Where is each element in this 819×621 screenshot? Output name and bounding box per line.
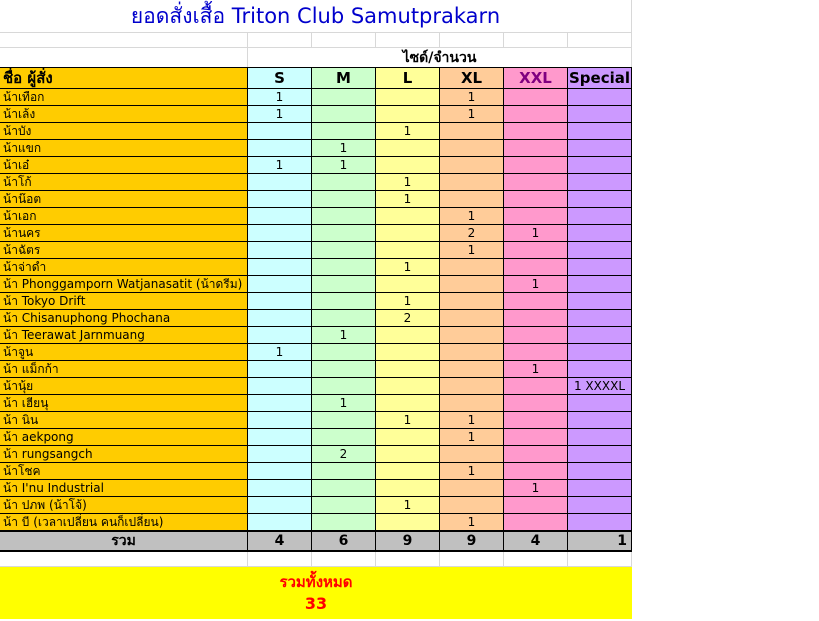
total-xxl[interactable]: 4: [504, 532, 568, 550]
qty-xl[interactable]: [440, 293, 504, 309]
empty-cell[interactable]: [504, 552, 568, 567]
table-row: [0, 259, 632, 276]
qty-l[interactable]: 1: [376, 123, 440, 139]
qty-l[interactable]: [376, 89, 440, 105]
qty-l[interactable]: [376, 361, 440, 377]
total-xl[interactable]: 9: [440, 532, 504, 550]
empty-cell[interactable]: [376, 552, 440, 567]
qty-m[interactable]: [312, 123, 376, 139]
customer-name[interactable]: น้าน๊อต: [0, 191, 248, 207]
qty-l[interactable]: [376, 225, 440, 241]
qty-special[interactable]: [568, 463, 632, 479]
qty-xl[interactable]: [440, 446, 504, 462]
qty-s[interactable]: [248, 208, 312, 224]
grand-total-label: รวมทั้งหมด: [279, 573, 353, 591]
qty-l[interactable]: [376, 463, 440, 479]
qty-l[interactable]: 1: [376, 412, 440, 428]
customer-name[interactable]: น้า Chisanuphong Phochana: [0, 310, 248, 326]
table-row: [0, 89, 632, 106]
empty-cell[interactable]: [440, 552, 504, 567]
qty-s[interactable]: 1: [248, 106, 312, 122]
qty-special[interactable]: [568, 157, 632, 173]
qty-special[interactable]: [568, 344, 632, 360]
qty-xxl[interactable]: [504, 191, 568, 207]
table-row: [0, 497, 632, 514]
customer-name[interactable]: น้าจ่าดำ: [0, 259, 248, 275]
qty-special[interactable]: [568, 208, 632, 224]
customer-name[interactable]: น้า rungsangch: [0, 446, 248, 462]
customer-name[interactable]: น้าเล้ง: [0, 106, 248, 122]
qty-l[interactable]: [376, 429, 440, 445]
qty-s[interactable]: [248, 140, 312, 156]
total-l[interactable]: 9: [376, 532, 440, 550]
qty-xxl[interactable]: [504, 123, 568, 139]
qty-m[interactable]: [312, 106, 376, 122]
empty-cell[interactable]: [440, 33, 504, 48]
qty-l[interactable]: 1: [376, 259, 440, 275]
qty-l[interactable]: [376, 395, 440, 411]
qty-xxl[interactable]: [504, 293, 568, 309]
qty-m[interactable]: [312, 174, 376, 190]
table-row: [0, 310, 632, 327]
qty-special[interactable]: [568, 123, 632, 139]
qty-s[interactable]: [248, 174, 312, 190]
qty-xxl[interactable]: [504, 327, 568, 343]
grand-total-value: 33: [304, 594, 328, 613]
table-row: [0, 446, 632, 463]
qty-s[interactable]: [248, 446, 312, 462]
qty-xl[interactable]: [440, 344, 504, 360]
qty-special[interactable]: [568, 276, 632, 292]
size-group-label[interactable]: ไซด์/จำนวน: [248, 48, 632, 67]
qty-l[interactable]: 2: [376, 310, 440, 326]
qty-special[interactable]: [568, 89, 632, 105]
qty-s[interactable]: [248, 429, 312, 445]
table-row: [0, 191, 632, 208]
qty-special[interactable]: [568, 225, 632, 241]
customer-name[interactable]: น้า Teerawat Jarnmuang: [0, 327, 248, 343]
qty-s[interactable]: 1: [248, 89, 312, 105]
qty-s[interactable]: [248, 259, 312, 275]
empty-cell[interactable]: [0, 552, 248, 567]
customer-name[interactable]: น้า แม็กก้า: [0, 361, 248, 377]
table-row: [0, 412, 632, 429]
qty-l[interactable]: [376, 157, 440, 173]
customer-name[interactable]: น้า Tokyo Drift: [0, 293, 248, 309]
header-size-xxl[interactable]: XXL: [504, 68, 568, 88]
qty-xl[interactable]: [440, 140, 504, 156]
qty-xxl[interactable]: [504, 344, 568, 360]
blank-row: [0, 552, 632, 567]
qty-xxl[interactable]: [504, 106, 568, 122]
qty-s[interactable]: [248, 378, 312, 394]
qty-s[interactable]: [248, 480, 312, 496]
customer-name[interactable]: น้าเอก: [0, 208, 248, 224]
qty-xxl[interactable]: [504, 429, 568, 445]
qty-xl[interactable]: [440, 259, 504, 275]
total-s[interactable]: 4: [248, 532, 312, 550]
qty-xl[interactable]: 1: [440, 429, 504, 445]
header-size-s[interactable]: S: [248, 68, 312, 88]
customer-name[interactable]: น้าแขก: [0, 140, 248, 156]
table-row: [0, 327, 632, 344]
customer-name[interactable]: น้า บี (เวลาเปลี่ยน คนก็เปลี่ยน): [0, 514, 248, 530]
qty-l[interactable]: [376, 242, 440, 258]
qty-special[interactable]: [568, 259, 632, 275]
qty-xxl[interactable]: [504, 157, 568, 173]
customer-name[interactable]: น้าจูน: [0, 344, 248, 360]
qty-xxl[interactable]: [504, 395, 568, 411]
qty-special[interactable]: [568, 480, 632, 496]
customer-name[interactable]: น้า เฮียนุ: [0, 395, 248, 411]
qty-m[interactable]: 1: [312, 140, 376, 156]
qty-xxl[interactable]: [504, 174, 568, 190]
qty-m[interactable]: 1: [312, 157, 376, 173]
empty-cell[interactable]: [248, 552, 312, 567]
qty-special[interactable]: [568, 310, 632, 326]
qty-s[interactable]: [248, 395, 312, 411]
qty-xl[interactable]: [440, 395, 504, 411]
qty-m[interactable]: [312, 191, 376, 207]
customer-name[interactable]: น้าฉัตร: [0, 242, 248, 258]
total-special[interactable]: 1: [568, 532, 632, 550]
qty-m[interactable]: [312, 361, 376, 377]
qty-special[interactable]: [568, 429, 632, 445]
customer-name[interactable]: น้าเอ๋: [0, 157, 248, 173]
qty-s[interactable]: [248, 293, 312, 309]
qty-s[interactable]: [248, 497, 312, 513]
qty-m[interactable]: [312, 463, 376, 479]
qty-s[interactable]: [248, 327, 312, 343]
qty-m[interactable]: [312, 293, 376, 309]
qty-l[interactable]: 1: [376, 174, 440, 190]
qty-special[interactable]: 1 XXXXL: [568, 378, 632, 394]
qty-s[interactable]: [248, 463, 312, 479]
customer-name[interactable]: น้าโก้: [0, 174, 248, 190]
qty-m[interactable]: [312, 242, 376, 258]
qty-special[interactable]: [568, 106, 632, 122]
qty-m[interactable]: [312, 378, 376, 394]
qty-s[interactable]: [248, 225, 312, 241]
qty-xxl[interactable]: [504, 497, 568, 513]
empty-cell[interactable]: [568, 552, 632, 567]
table-row: [0, 480, 632, 497]
qty-xl[interactable]: [440, 327, 504, 343]
qty-xl[interactable]: [440, 157, 504, 173]
qty-special[interactable]: [568, 293, 632, 309]
qty-xl[interactable]: 1: [440, 106, 504, 122]
customer-name[interactable]: น้า aekpong: [0, 429, 248, 445]
customer-name[interactable]: น้า นิน: [0, 412, 248, 428]
table-row: [0, 157, 632, 174]
table-row: [0, 514, 632, 531]
qty-xxl[interactable]: [504, 208, 568, 224]
qty-l[interactable]: [376, 327, 440, 343]
customer-name[interactable]: น้านคร: [0, 225, 248, 241]
qty-xl[interactable]: [440, 497, 504, 513]
qty-l[interactable]: [376, 480, 440, 496]
qty-xl[interactable]: [440, 310, 504, 326]
qty-s[interactable]: [248, 310, 312, 326]
title-row: [0, 0, 632, 33]
customer-name[interactable]: น้าเทือก: [0, 89, 248, 105]
qty-s[interactable]: 1: [248, 344, 312, 360]
table-row: [0, 242, 632, 259]
qty-xl[interactable]: [440, 276, 504, 292]
table-row: [0, 276, 632, 293]
empty-cell[interactable]: [568, 33, 632, 48]
table-row: [0, 429, 632, 446]
table-row: [0, 344, 632, 361]
empty-cell[interactable]: [312, 552, 376, 567]
qty-xxl[interactable]: [504, 514, 568, 530]
qty-xxl[interactable]: [504, 242, 568, 258]
qty-s[interactable]: [248, 242, 312, 258]
qty-m[interactable]: [312, 344, 376, 360]
table-row: [0, 395, 632, 412]
header-row: [0, 68, 632, 89]
qty-m[interactable]: [312, 514, 376, 530]
empty-cell[interactable]: [248, 33, 312, 48]
qty-special[interactable]: [568, 446, 632, 462]
qty-l[interactable]: [376, 140, 440, 156]
customer-name[interactable]: น้า I'nu Industrial: [0, 480, 248, 496]
customer-name[interactable]: น้าบัง: [0, 123, 248, 139]
qty-xl[interactable]: 1: [440, 463, 504, 479]
qty-xxl[interactable]: 1: [504, 276, 568, 292]
header-size-special[interactable]: Special: [568, 69, 630, 87]
qty-s[interactable]: 1: [248, 157, 312, 173]
qty-xxl[interactable]: [504, 446, 568, 462]
table-row: [0, 123, 632, 140]
blank-row: [0, 33, 632, 48]
qty-xl[interactable]: 1: [440, 89, 504, 105]
sheet-title[interactable]: ยอดสั่งเสื้อ Triton Club Samutprakarn: [0, 0, 632, 33]
qty-special[interactable]: [568, 174, 632, 190]
qty-special[interactable]: [568, 191, 632, 207]
table-row: [0, 174, 632, 191]
table-row: [0, 208, 632, 225]
qty-xl[interactable]: [440, 361, 504, 377]
customer-name[interactable]: น้า ปภพ (น้าโจ้): [0, 497, 248, 513]
qty-m[interactable]: [312, 497, 376, 513]
qty-xxl[interactable]: [504, 140, 568, 156]
qty-m[interactable]: [312, 480, 376, 496]
table-row: [0, 293, 632, 310]
totals-row: [0, 531, 632, 552]
qty-l[interactable]: [376, 208, 440, 224]
header-size-m[interactable]: M: [312, 68, 376, 88]
qty-l[interactable]: [376, 276, 440, 292]
qty-xl[interactable]: 1: [440, 412, 504, 428]
empty-cell[interactable]: [504, 33, 568, 48]
qty-m[interactable]: [312, 412, 376, 428]
qty-xxl[interactable]: [504, 259, 568, 275]
total-m[interactable]: 6: [312, 532, 376, 550]
qty-l[interactable]: [376, 446, 440, 462]
qty-special[interactable]: [568, 412, 632, 428]
qty-xl[interactable]: [440, 480, 504, 496]
table-row: [0, 106, 632, 123]
qty-l[interactable]: [376, 378, 440, 394]
qty-m[interactable]: [312, 259, 376, 275]
qty-m[interactable]: [312, 429, 376, 445]
qty-s[interactable]: [248, 191, 312, 207]
qty-xxl[interactable]: 1: [504, 225, 568, 241]
qty-special[interactable]: [568, 327, 632, 343]
qty-xxl[interactable]: 1: [504, 361, 568, 377]
qty-m[interactable]: [312, 208, 376, 224]
order-rows: [0, 89, 632, 531]
qty-xl[interactable]: [440, 378, 504, 394]
qty-s[interactable]: [248, 412, 312, 428]
qty-l[interactable]: 1: [376, 293, 440, 309]
empty-cell[interactable]: [376, 33, 440, 48]
qty-m[interactable]: [312, 89, 376, 105]
qty-xxl[interactable]: [504, 463, 568, 479]
qty-l[interactable]: 1: [376, 191, 440, 207]
header-name[interactable]: ชื่อ ผู้สั่ง: [0, 68, 248, 88]
size-group-row: [0, 48, 632, 68]
qty-m[interactable]: 1: [312, 327, 376, 343]
qty-xl[interactable]: [440, 123, 504, 139]
empty-cell[interactable]: [0, 48, 248, 67]
empty-cell[interactable]: [0, 33, 248, 48]
table-row: [0, 378, 632, 395]
qty-xxl[interactable]: [504, 310, 568, 326]
qty-m[interactable]: [312, 225, 376, 241]
qty-m[interactable]: 2: [312, 446, 376, 462]
qty-special[interactable]: [568, 497, 632, 513]
qty-xl[interactable]: 2: [440, 225, 504, 241]
qty-special[interactable]: [568, 361, 632, 377]
qty-special[interactable]: [568, 140, 632, 156]
qty-xxl[interactable]: [504, 412, 568, 428]
qty-l[interactable]: 1: [376, 497, 440, 513]
qty-l[interactable]: [376, 106, 440, 122]
qty-xxl[interactable]: 1: [504, 480, 568, 496]
customer-name[interactable]: น้า Phonggamporn Watjanasatit (น้าดรีม): [0, 276, 248, 292]
table-row: [0, 225, 632, 242]
customer-name[interactable]: น้านุ้ย: [0, 378, 248, 394]
header-size-xl[interactable]: XL: [440, 68, 504, 88]
qty-special[interactable]: [568, 242, 632, 258]
qty-xl[interactable]: 1: [440, 208, 504, 224]
qty-m[interactable]: [312, 310, 376, 326]
qty-s[interactable]: [248, 276, 312, 292]
table-row: [0, 361, 632, 378]
qty-special[interactable]: [568, 395, 632, 411]
qty-l[interactable]: [376, 344, 440, 360]
customer-name[interactable]: น้าโชค: [0, 463, 248, 479]
qty-xl[interactable]: [440, 191, 504, 207]
qty-s[interactable]: [248, 361, 312, 377]
qty-m[interactable]: 1: [312, 395, 376, 411]
qty-xl[interactable]: [440, 174, 504, 190]
totals-label[interactable]: รวม: [0, 532, 248, 550]
qty-m[interactable]: [312, 276, 376, 292]
qty-l[interactable]: [376, 514, 440, 530]
qty-s[interactable]: [248, 514, 312, 530]
table-row: [0, 463, 632, 480]
qty-s[interactable]: [248, 123, 312, 139]
qty-xl[interactable]: 1: [440, 514, 504, 530]
qty-xxl[interactable]: [504, 378, 568, 394]
qty-special[interactable]: [568, 514, 632, 530]
qty-xl[interactable]: 1: [440, 242, 504, 258]
table-row: [0, 140, 632, 157]
header-size-l[interactable]: L: [376, 68, 440, 88]
grand-total-block[interactable]: [0, 567, 632, 619]
qty-xxl[interactable]: [504, 89, 568, 105]
empty-cell[interactable]: [312, 33, 376, 48]
